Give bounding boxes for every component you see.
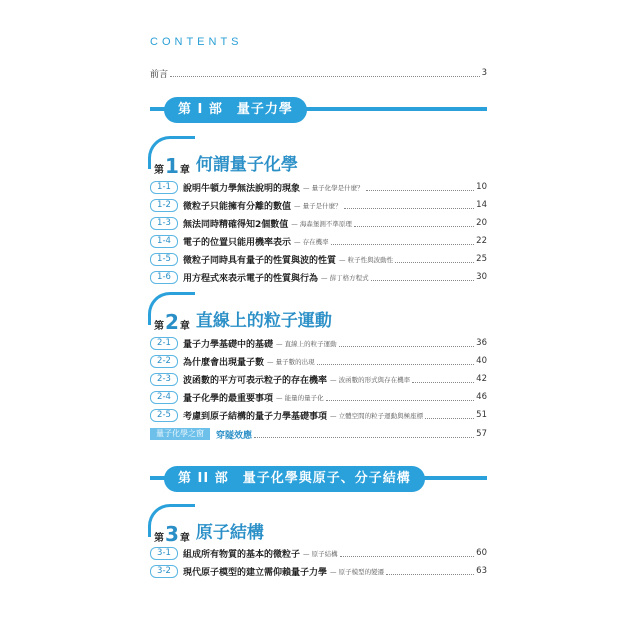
toc-section-2-2[interactable] <box>150 354 487 368</box>
section-subtitle: — 直線上的粒子運動 <box>276 339 337 348</box>
page-number: 3 <box>481 68 487 78</box>
toc-section-1-2[interactable] <box>150 198 487 212</box>
chapter-prefix: 第 <box>154 533 164 544</box>
page-number: 25 <box>476 254 487 264</box>
section-subtitle: — 原子結構 <box>303 549 338 558</box>
section-title: 電子的位置只能用機率表示 <box>183 237 292 248</box>
part-2-label: 第 II 部 量子化學與原子、分子結構 <box>164 466 425 492</box>
section-subtitle: — 波函數的形式與存在機率 <box>330 375 411 384</box>
chapter-2-heading[interactable] <box>150 298 332 332</box>
section-title: 量子化學的最重要事項 <box>183 393 274 404</box>
toc-section-3-1[interactable] <box>150 546 487 560</box>
section-title: 微粒子同時具有量子的性質與波的性質 <box>183 255 337 266</box>
part-2-banner <box>150 466 487 492</box>
leader-dots <box>371 280 475 281</box>
section-subtitle: — 能量的量子化 <box>276 393 324 402</box>
section-subtitle: — 存在機率 <box>294 237 329 246</box>
chapter-number: 2 <box>165 310 179 334</box>
leader-dots <box>331 244 475 245</box>
toc-section-1-3[interactable] <box>150 216 487 230</box>
leader-dots <box>412 382 474 383</box>
section-title: 波函數的平方可表示粒子的存在機率 <box>183 375 328 386</box>
leader-dots <box>317 364 475 365</box>
leader-dots <box>340 556 475 557</box>
section-number: 1-1 <box>150 181 178 194</box>
chapter-1-heading[interactable] <box>150 142 298 176</box>
leader-dots <box>254 437 474 438</box>
toc-section-1-6[interactable] <box>150 270 487 284</box>
chapter-arc <box>148 292 195 325</box>
chapter-suffix: 章 <box>179 533 190 544</box>
page-number: 57 <box>476 429 487 439</box>
page-number: 20 <box>476 218 487 228</box>
chapter-title: 直線上的粒子運動 <box>195 311 332 331</box>
section-subtitle: — 粒子性與波動性 <box>339 255 394 264</box>
page-number: 46 <box>476 392 487 402</box>
section-number: 3-2 <box>150 565 178 578</box>
chapter-arc <box>148 504 195 537</box>
page-number: 40 <box>476 356 487 366</box>
chapter-title: 何謂量子化學 <box>195 155 298 175</box>
leader-dots <box>395 262 474 263</box>
leader-dots <box>366 190 475 191</box>
section-title: 無法同時精確得知2個數值 <box>183 219 289 230</box>
leader-dots <box>170 76 480 77</box>
toc-section-2-4[interactable] <box>150 390 487 404</box>
section-subtitle: — 量子化學是什麼？ <box>303 183 364 192</box>
section-subtitle: — 量子數的出現 <box>267 357 315 366</box>
chapter-prefix: 第 <box>154 321 164 332</box>
page-number: 10 <box>476 182 487 192</box>
toc-section-1-1[interactable] <box>150 180 487 194</box>
window-title: 穿隧效應 <box>216 430 253 441</box>
section-title: 說明牛頓力學無法說明的現象 <box>183 183 301 194</box>
section-subtitle: — 薛丁格方程式 <box>321 273 369 282</box>
page-number: 42 <box>476 374 487 384</box>
page-number: 60 <box>476 548 487 558</box>
section-number: 1-4 <box>150 235 178 248</box>
section-title: 考慮到原子結構的量子力學基礎事項 <box>183 411 328 422</box>
section-title: 為什麼會出現量子數 <box>183 357 265 368</box>
section-title: 微粒子只能擁有分離的數值 <box>183 201 292 212</box>
section-number: 1-6 <box>150 271 178 284</box>
chapter-arc <box>148 136 195 169</box>
leader-dots <box>386 574 474 575</box>
chapter-number: 1 <box>165 154 179 178</box>
part-1-label: 第 I 部 量子力學 <box>164 97 307 123</box>
chapter-3-heading[interactable] <box>150 510 264 544</box>
section-number: 1-2 <box>150 199 178 212</box>
section-number: 2-1 <box>150 337 178 350</box>
page-number: 51 <box>476 410 487 420</box>
page-number: 22 <box>476 236 487 246</box>
section-number: 2-4 <box>150 391 178 404</box>
chapter-title: 原子結構 <box>195 523 264 543</box>
leader-dots <box>425 418 474 419</box>
preface-title: 前言 <box>150 69 169 80</box>
section-title: 量子力學基礎中的基礎 <box>183 339 274 350</box>
toc-section-1-5[interactable] <box>150 252 487 266</box>
toc-section-2-3[interactable] <box>150 372 487 386</box>
leader-dots <box>339 346 475 347</box>
toc-quantum-window[interactable] <box>150 427 487 441</box>
page-number: 63 <box>476 566 487 576</box>
section-subtitle: — 量子是什麼？ <box>294 201 342 210</box>
page-number: 30 <box>476 272 487 282</box>
section-subtitle: — 原子模型的變遷 <box>330 567 385 576</box>
leader-dots <box>344 208 475 209</box>
chapter-suffix: 章 <box>179 165 190 176</box>
section-subtitle: — 海森堡測不準原理 <box>291 219 352 228</box>
section-title: 組成所有物質的基本的微粒子 <box>183 549 301 560</box>
window-badge: 量子化學之窗 <box>150 428 210 440</box>
chapter-prefix: 第 <box>154 165 164 176</box>
toc-preface[interactable] <box>150 66 487 80</box>
section-number: 1-3 <box>150 217 178 230</box>
page-number: 36 <box>476 338 487 348</box>
contents-heading: CONTENTS <box>150 36 243 48</box>
section-number: 2-2 <box>150 355 178 368</box>
leader-dots <box>326 400 475 401</box>
leader-dots <box>354 226 474 227</box>
section-number: 1-5 <box>150 253 178 266</box>
section-title: 用方程式來表示電子的性質與行為 <box>183 273 319 284</box>
section-subtitle: — 立體空間的粒子運動與極座標 <box>330 411 424 420</box>
part-1-banner <box>150 97 487 123</box>
chapter-suffix: 章 <box>179 321 190 332</box>
section-number: 3-1 <box>150 547 178 560</box>
toc-section-3-2[interactable] <box>150 564 487 578</box>
chapter-number: 3 <box>165 522 179 546</box>
section-number: 2-5 <box>150 409 178 422</box>
toc-section-1-4[interactable] <box>150 234 487 248</box>
toc-section-2-5[interactable] <box>150 408 487 422</box>
toc-section-2-1[interactable] <box>150 336 487 350</box>
page-number: 14 <box>476 200 487 210</box>
section-title: 現代原子模型的建立需仰賴量子力學 <box>183 567 328 578</box>
section-number: 2-3 <box>150 373 178 386</box>
